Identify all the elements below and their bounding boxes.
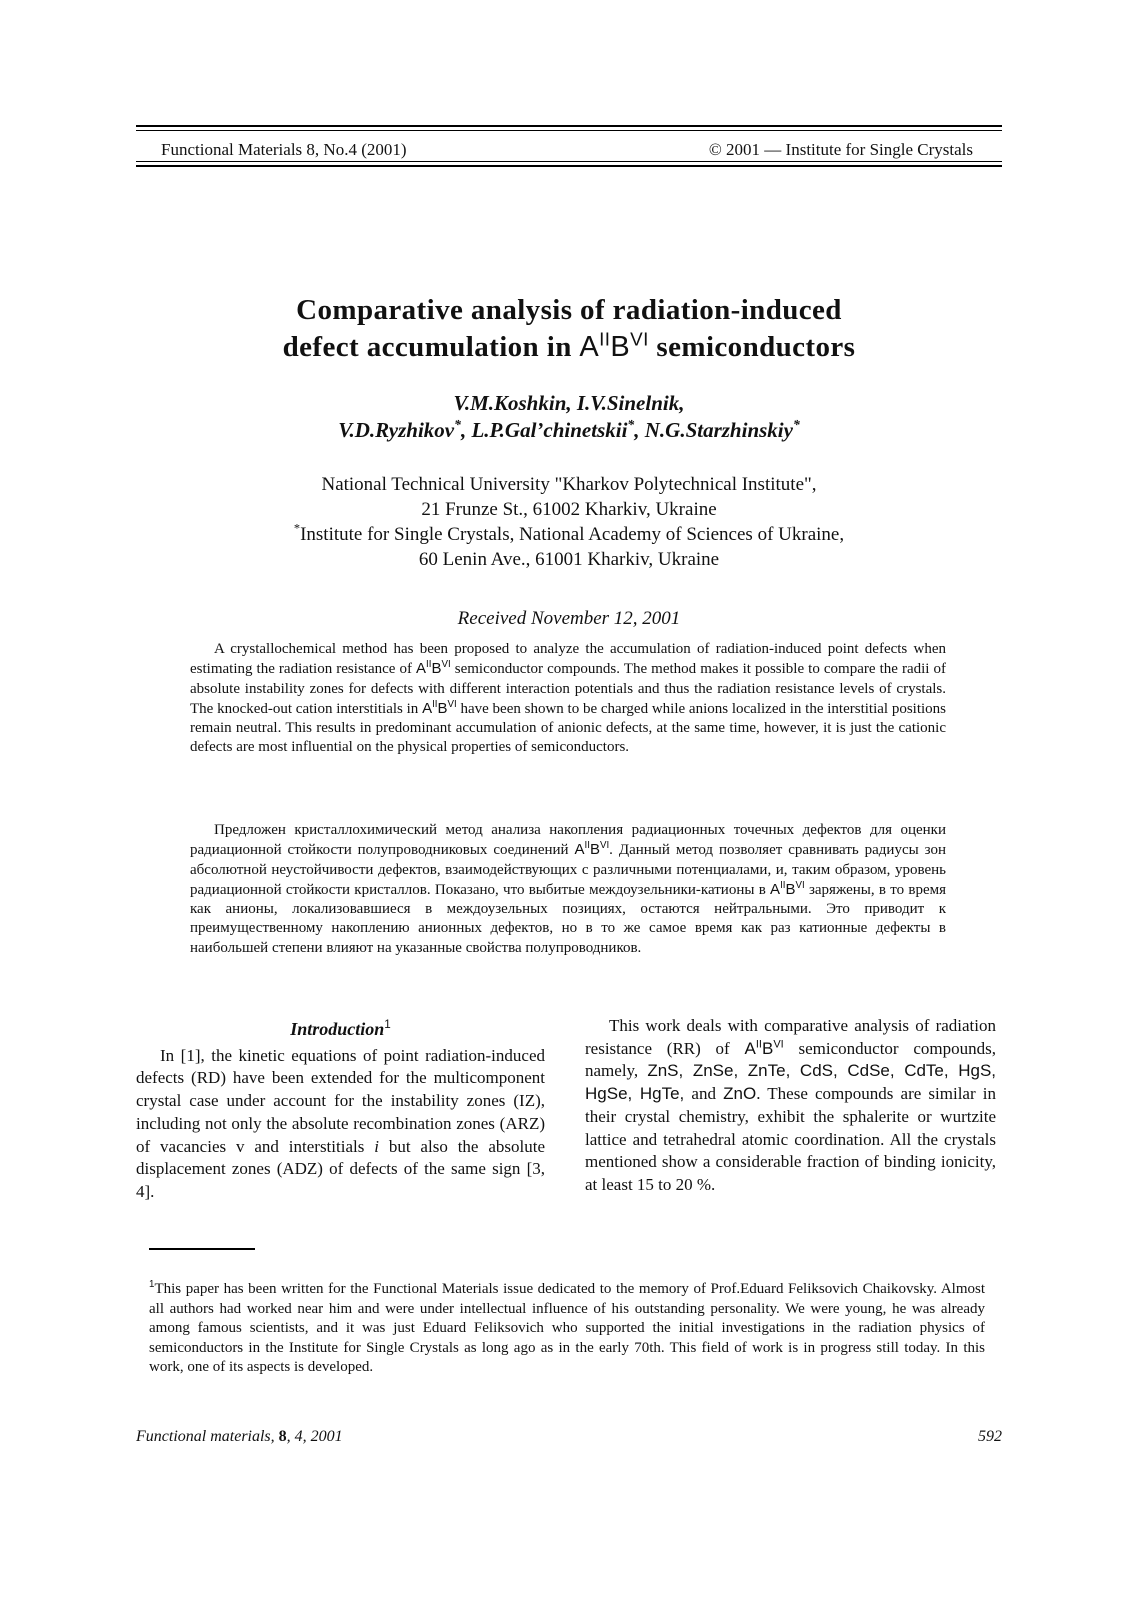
intro-continuation-paragraph: This work deals with comparative analysis of radiation resistance (RR) of $A^{II}B^{VI}$ semiconductor compounds, namely, ZnS, ZnSe, ZnTe, CdS, CdSe, CdTe, HgS, HgSe, HgTe, and ZnO. These compounds are similar in their crystal chemistry, exhibit the sphalerite or wurtzite lattice and tetrahedral atomic coordination. All the crystals mentioned show a considerable fraction of binding ionicity, at least 15 to 20 %.: [585, 1016, 997, 1194]
right-column: [585, 1015, 996, 1197]
page-number: 592: [978, 1428, 1002, 1445]
header-rule-top-2: [136, 130, 1002, 131]
affiliation-line-4: 60 Lenin Ave., 61001 Kharkiv, Ukraine: [418, 549, 720, 570]
footer-journal: Functional materials, 8, 4, 2001: [136, 1428, 343, 1445]
header-copyright: © 2001 — Institute for Single Crystals: [708, 140, 973, 159]
left-column: [136, 1018, 545, 1204]
affiliation-line-3: *Institute for Single Crystals, National Academy of Sciences of Ukraine,: [293, 521, 845, 545]
affiliation-line-2: 21 Frunze St., 61002 Kharkiv, Ukraine: [421, 499, 717, 520]
introduction-paragraph: In [1], the kinetic equations of point radiation-induced defects (RD) have been extended for the multicomponent crystal case under account for the instability zones (IZ), including not only the absolute recombination zones (ARZ) of vacancies v and interstitials i but also the absolute displacement zones (ADZ) of defects of the same sign [3, 4].: [136, 1045, 545, 1201]
header-rule-bottom-2: [136, 165, 1002, 167]
title-line-2: defect accumulation in $A^{II}B^{VI}$ semiconductors: [282, 328, 856, 363]
compound-formula: $A^{II}B^{VI}$: [579, 328, 649, 363]
authors-line-1: V.M.Koshkin, I.V.Sinelnik,: [453, 391, 685, 415]
abstract-english: A crystallochemical method has been proposed to analyze the accumulation of radiation-induced point defects when estimating the radiation resistance of $A^{II}B^{VI}$ semiconductor compounds. The method makes it possible to compare the radii of absolute instability zones for defects with different interaction potentials and thus the radiation resistance levels of crystals. The knocked-out cation interstitials in $A^{II}B^{VI}$ have been shown to be charged while anions localized in the interstitial positions remain neutral. This results in predominant accumulation of anionic defects, at the same time, however, it is just the cationic defects are most influential on the physical properties of semiconductors.: [190, 641, 946, 756]
header-rule-top-1: [136, 125, 1002, 127]
authors-line-2: V.D.Ryzhikov*, L.P.Gal’chinetskii*, N.G.Starzhinskiy*: [338, 417, 800, 442]
introduction-heading: Introduction$^1$: [290, 1018, 391, 1039]
footnote: $^1$This paper has been written for the Functional Materials issue dedicated to the memory of Prof.Eduard Feliksovich Chaikovsky. Almost all authors had worked near him and were under intellectual influence of his outstanding personality. We were young, he was already among famous scientists, and it was just Eduard Feliksovich who supported the initial investigations in the radiation physics of semiconductors in the Institute for Single Crystals as long ago as in the early 70th. This field of work is in progress still today. In this work, one of its aspects is developed.: [149, 1279, 985, 1376]
paper-title: [136, 292, 1002, 366]
title-line-1: Comparative analysis of radiation-induced: [296, 294, 842, 326]
header-rule-bottom-1: [136, 161, 1002, 162]
authors: [136, 390, 1002, 444]
footnote-rule: [149, 1248, 255, 1250]
header-journal: Functional Materials 8, No.4 (2001): [161, 140, 407, 159]
received-date: Received November 12, 2001: [457, 608, 681, 629]
affiliations: [136, 472, 1002, 572]
affiliation-line-1: National Technical University "Kharkov Polytechnical Institute",: [321, 474, 817, 495]
abstract-russian: Предложен кристаллохимический метод анализа накопления радиационных точечных дефектов для оценки радиационной стойкости полупроводниковых соединений $A^{II}B^{VI}$. Данный метод позволяет сравнивать радиусы зон абсолютной неустойчивости дефектов, взаимодействующих с различными потенциалами, и, таким образом, уровень радиационной стойкости кристаллов. Показано, что выбитые междоузельники-катионы в $A^{II}B^{VI}$ заряжены, в то время как анионы, локализовавшиеся в междоузельных позициях, остаются нейтральными. Это приводит к преимущественному накоплению анионных дефектов, но в то же самое время как раз катионные дефекты в наибольшей степени влияют на указанные свойства полупроводников.: [190, 822, 946, 956]
